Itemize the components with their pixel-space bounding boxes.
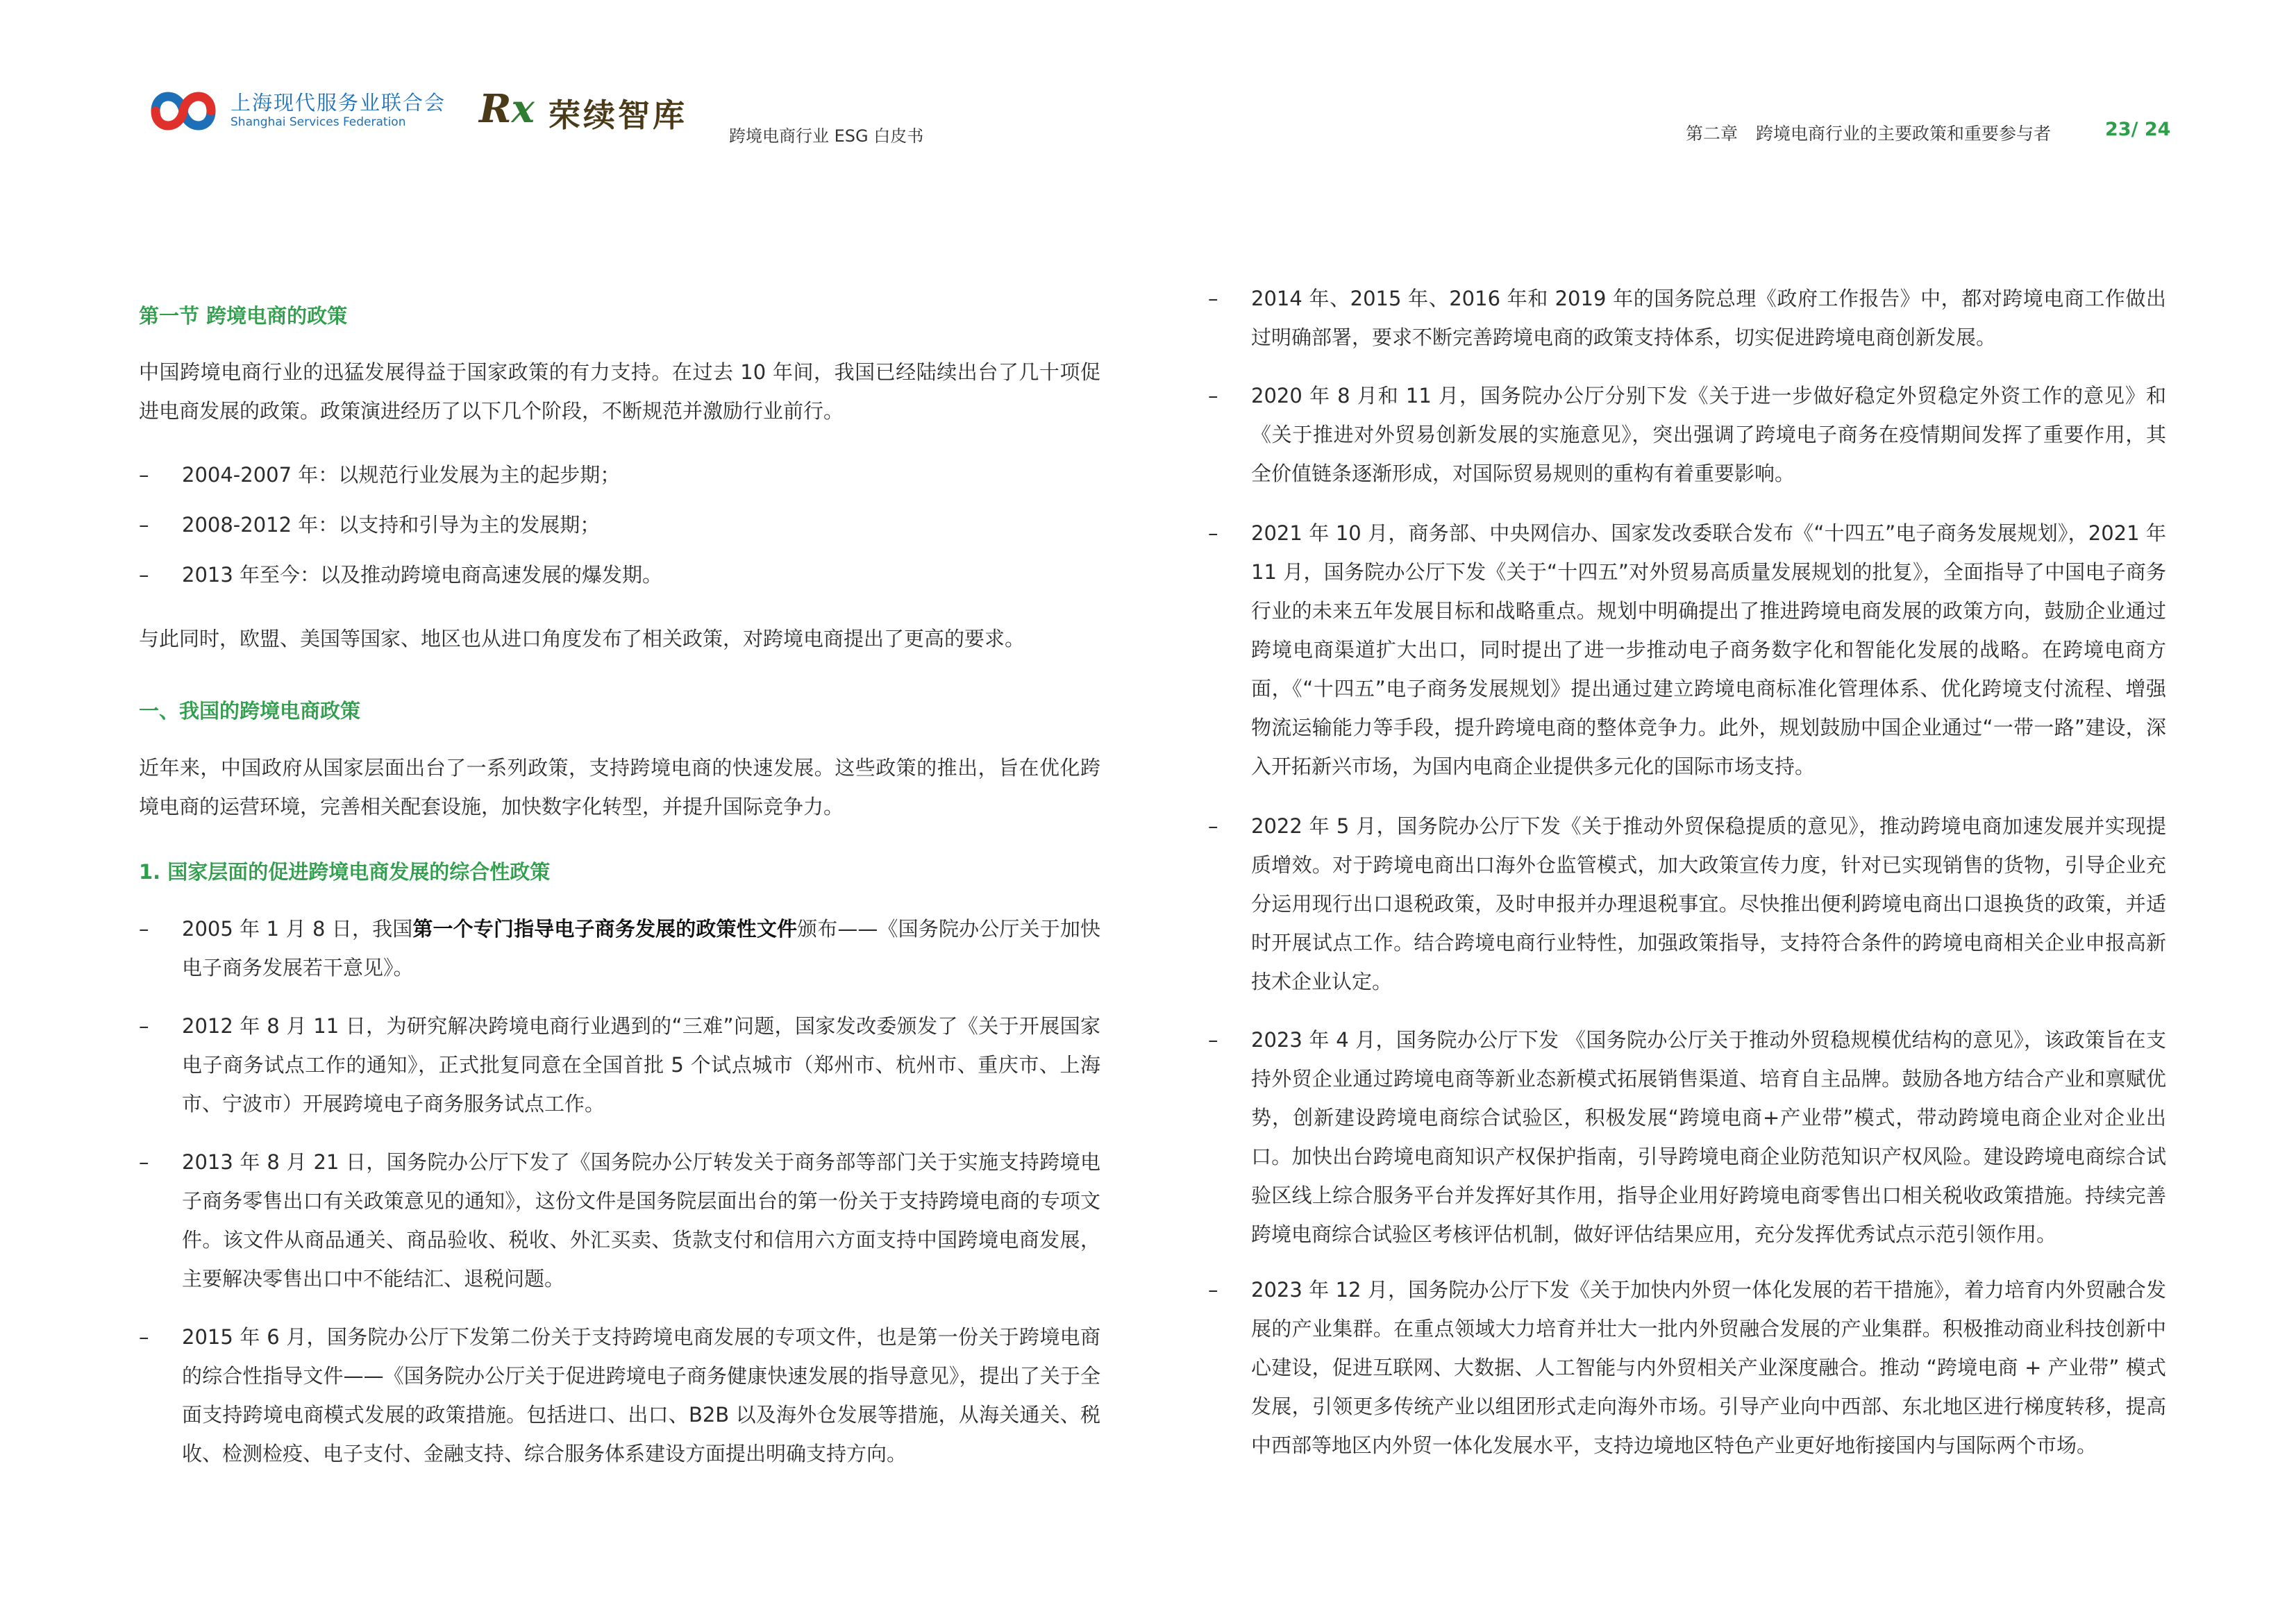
policy-item — [1208, 376, 2166, 493]
subsubsection-title: 1. 国家层面的促进跨境电商发展的综合性政策 — [139, 860, 551, 884]
policy-text: 2014 年、2015 年、2016 年和 2019 年的国务院总理《政府工作报告》中，都对跨境电商工作做出过明确部署，要求不断完善跨境电商的政策支持体系，切实促进跨境电商创新发展。 — [1251, 287, 2166, 349]
federation-name-en: Shanghai Services Federation — [231, 115, 406, 129]
think-tank-logo — [479, 83, 708, 139]
stage-text: 2008-2012 年：以支持和引导为主的发展期； — [182, 513, 601, 537]
bullet-dash: – — [139, 513, 149, 537]
policy-text: 2020 年 8 月和 11 月，国务院办公厅分别下发《关于进一步做好稳定外贸稳定外资工作的意见》和《关于推进对外贸易创新发展的实施意见》，突出强调了跨境电子商务在疫情期间发挥了重要作用，其全价值链条逐渐形成，对国际贸易规则的重构有着重要影响。 — [1251, 384, 2166, 485]
policy-item — [1208, 807, 2166, 1001]
stage-item — [139, 455, 1100, 494]
policy-text: 2022 年 5 月，国务院办公厅下发《关于推动外贸保稳提质的意见》，推动跨境电商加速发展并实现提质增效。对于跨境电商出口海外仓监管模式，加大政策宣传力度，针对已实现销售的货物，引导企业充分运用现行出口退税政策，及时申报并办理退税事宜。尽快推出便利跨境电商出口退换货的政策，并适时开展试点工作。结合跨境电商行业特性，加强政策指导，支持符合条件的跨境电商相关企业申报高新技术企业认定。 — [1251, 814, 2166, 993]
policy-text: 2021 年 10 月，商务部、中央网信办、国家发改委联合发布《“十四五”电子商务发展规划》，2021 年 11 月，国务院办公厅下发《关于“十四五”对外贸易高质量发展规划的批复》，全面指导了中国电子商务行业的未来五年发展目标和战略重点。规划中明确提出了推进跨境电商发展的政策方向，鼓励企业通过跨境电商渠道扩大出口，同时提出了进一步推动电子商务数字化和智能化发展的战略。在跨境电商方面，《“十四五”电子商务发展规划》提出通过建立跨境电商标准化管理体系、优化跨境支付流程、增强物流运输能力等手段，提升跨境电商的整体竞争力。此外，规划鼓励中国企业通过“一带一路”建设，深入开拓新兴市场，为国内电商企业提供多元化的国际市场支持。 — [1251, 521, 2166, 778]
chapter-heading — [1686, 120, 2051, 145]
stage-item — [139, 505, 1100, 544]
policy-item — [139, 1318, 1100, 1473]
policy-item — [139, 1007, 1100, 1123]
stage-item — [139, 555, 1100, 594]
think-tank-mark-icon: Rx — [479, 86, 535, 132]
intro-paragraph: 中国跨境电商行业的迅猛发展得益于国家政策的有力支持。在过去 10 年间，我国已经陆续出台了几十项促进电商发展的政策。政策演进经历了以下几个阶段，不断规范并激励行业前行。 — [139, 360, 1100, 423]
page-number: 23/ 24 — [2105, 119, 2171, 140]
policy-item — [139, 1143, 1100, 1298]
bullet-dash: – — [139, 1150, 149, 1174]
policy-text-part: 颁布——《国务院办公厅关于加快电子商务发展若干意见》。 — [182, 917, 1100, 979]
think-tank-name: 荣续智库 — [548, 96, 687, 134]
bullet-dash: – — [139, 463, 149, 487]
stage-text: 2004-2007 年：以规范行业发展为主的起步期； — [182, 463, 621, 487]
policy-item — [1208, 514, 2166, 786]
subsection-intro: 近年来，中国政府从国家层面出台了一系列政策，支持跨境电商的快速发展。这些政策的推出，旨在优化跨境电商的运营环境，完善相关配套设施，加快数字化转型，并提升国际竞争力。 — [139, 756, 1100, 818]
policy-text — [182, 909, 1100, 987]
section-title: 第一节 跨境电商的政策 — [139, 304, 348, 328]
bullet-dash: – — [1208, 1028, 1218, 1052]
bullet-dash: – — [139, 1325, 149, 1349]
federation-emblem-icon — [149, 85, 218, 137]
subsection-title: 一、我国的跨境电商政策 — [139, 699, 361, 723]
bullet-dash: – — [139, 917, 149, 941]
policy-text: 2015 年 6 月，国务院办公厅下发第二份关于支持跨境电商发展的专项文件，也是第一份关于跨境电商的综合性指导文件——《国务院办公厅关于促进跨境电子商务健康快速发展的指导意见》，提出了关于全面支持跨境电商模式发展的政策措施。包括进口、出口、B2B 以及海外仓发展等措施，从海关通关、税收、检测检疫、电子支付、金融支持、综合服务体系建设方面提出明确支持方向。 — [182, 1325, 1100, 1465]
policy-text: 2012 年 8 月 11 日，为研究解决跨境电商行业遇到的“三难”问题，国家发改委颁发了《关于开展国家电子商务试点工作的通知》，正式批复同意在全国首批 5 个试点城市（郑州市、杭州市、重庆市、上海市、宁波市）开展跨境电子商务服务试点工作。 — [182, 1014, 1100, 1116]
policy-item — [1208, 1020, 2166, 1254]
page-header — [0, 0, 2296, 180]
policy-text: 2013 年 8 月 21 日，国务院办公厅下发了《国务院办公厅转发关于商务部等部门关于实施支持跨境电子商务零售出口有关政策意见的通知》，这份文件是国务院层面出台的第一份关于支持跨境电商的专项文件。该文件从商品通关、商品验收、税收、外汇买卖、货款支付和信用六方面支持中国跨境电商发展，主要解决零售出口中不能结汇、退税问题。 — [182, 1150, 1100, 1290]
chapter-title: 跨境电商行业的主要政策和重要参与者 — [1756, 124, 2052, 144]
bullet-dash: – — [139, 1014, 149, 1038]
international-note: 与此同时，欧盟、美国等国家、地区也从进口角度发布了相关政策，对跨境电商提出了更高的要求。 — [139, 627, 1025, 650]
bullet-dash: – — [1208, 814, 1218, 838]
federation-name-cn: 上海现代服务业联合会 — [231, 91, 446, 115]
bullet-dash: – — [1208, 521, 1218, 545]
chapter-label: 第二章 — [1686, 124, 1738, 144]
stage-text: 2013 年至今：以及推动跨境电商高速发展的爆发期。 — [182, 563, 663, 587]
federation-logo — [149, 85, 446, 140]
policy-text: 2023 年 4 月，国务院办公厅下发 《国务院办公厅关于推动外贸稳规模优结构的意见》，该政策旨在支持外贸企业通过跨境电商等新业态新模式拓展销售渠道、培育自主品牌。鼓励各地方结合产业和禀赋优势，创新建设跨境电商综合试验区，积极发展“跨境电商+产业带”模式，带动跨境电商企业对企业出口。加快出台跨境电商知识产权保护指南，引导跨境电商企业防范知识产权风险。建设跨境电商综合试验区线上综合服务平台并发挥好其作用，指导企业用好跨境电商零售出口相关税收政策措施。持续完善跨境电商综合试验区考核评估机制，做好评估结果应用，充分发挥优秀试点示范引领作用。 — [1251, 1028, 2166, 1246]
policy-item — [139, 909, 1100, 987]
policy-item — [1208, 279, 2166, 357]
bullet-dash: – — [139, 563, 149, 587]
policy-text-part: 2005 年 1 月 8 日，我国 — [182, 917, 413, 941]
document-title: 跨境电商行业 ESG 白皮书 — [729, 126, 924, 146]
bullet-dash: – — [1208, 384, 1218, 407]
bullet-dash: – — [1208, 287, 1218, 310]
policy-text: 2023 年 12 月，国务院办公厅下发《关于加快内外贸一体化发展的若干措施》，着力培育内外贸融合发展的产业集群。在重点领域大力培育并壮大一批内外贸融合发展的产业集群。积极推动商业科技创新中心建设，促进互联网、大数据、人工智能与内外贸相关产业深度融合。推动 “跨境电商 + 产业带” 模式发展，引领更多传统产业以组团形式走向海外市场。引导产业向中西部、东北地区进行梯度转移，提高中西部等地区内外贸一体化发展水平，支持边境地区特色产业更好地衔接国内与国际两个市场。 — [1251, 1278, 2166, 1457]
policy-item — [1208, 1270, 2166, 1465]
bullet-dash: – — [1208, 1278, 1218, 1302]
policy-highlight: 第一个专门指导电子商务发展的政策性文件 — [412, 917, 798, 941]
